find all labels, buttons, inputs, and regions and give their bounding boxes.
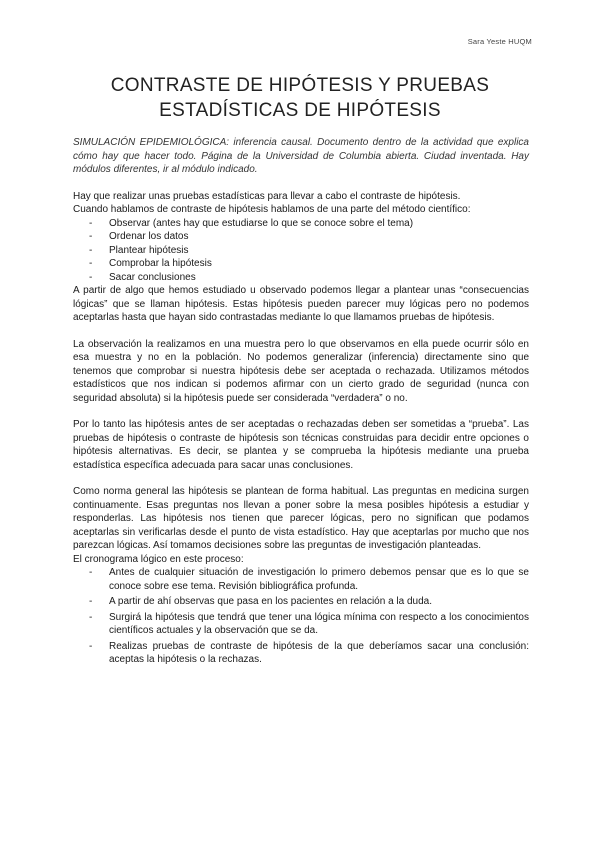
intro-label: SIMULACIÓN EPIDEMIOLÓGICA:	[73, 137, 230, 148]
list-item: - Surgirá la hipótesis que tendrá que tener una lógica mínima con respecto a los conocimientos científicos actuales y la observación que se da.	[73, 611, 529, 638]
list-item: - Ordenar los datos	[73, 230, 529, 244]
list-item: - Observar (antes hay que estudiarse lo que se conoce sobre el tema)	[73, 217, 529, 231]
section1-line2: Cuando hablamos de contraste de hipótesis hablamos de una parte del método científico:	[73, 204, 471, 215]
section1-after: A partir de algo que hemos estudiado u observado podemos llegar a plantear unas “consecuencias lógicas” que se llaman hipótesis. Estas hipótesis pueden parecer muy lógicas pero no podemos aceptarlas hasta que hayan sido contrastadas mediante lo que llamamos pruebas de hipótesis.	[73, 285, 529, 323]
list-item: - Realizas pruebas de contraste de hipótesis de la que deberíamos sacar una conclusión: aceptas la hipótesis o la rechazas.	[73, 640, 529, 667]
header-author: Sara Yeste HUQM	[467, 37, 532, 46]
intro-paragraph	[73, 136, 529, 177]
section1-line1: Hay que realizar unas pruebas estadísticas para llevar a cabo el contraste de hipótesis.	[73, 190, 461, 202]
list-item: - Comprobar la hipótesis	[73, 257, 529, 271]
chronogram-list	[73, 566, 529, 667]
paragraph-hypothesis-tests: Por lo tanto las hipótesis antes de ser aceptadas o rechazadas deben ser sometidas a “prueba”. Las pruebas de hipótesis o contraste de hipótesis son técnicas construidas para decidir entre opciones o hipótesis alternativas. Es decir, se plantea y se comprueba la hipótesis mediante una prueba estadística específica adecuada para sacar unas conclusiones.	[73, 419, 529, 471]
paragraph-observation: La observación la realizamos en una muestra pero lo que observamos en ella puede ocurrir sólo en esa muestra y no en la población. No podemos generalizar (inferencia) directamente sino que tenemos que comprobar si nuestra hipótesis debe ser aceptada o rechazada. Utilizamos métodos estadísticos que nos indican si podemos afirmar con un cierto grado de seguridad (nunca con seguridad absoluta) si la hipótesis puede ser considerada “verdadera” o no.	[73, 338, 529, 404]
page-title: CONTRASTE DE HIPÓTESIS Y PRUEBAS ESTADÍSTICAS DE HIPÓTESIS	[110, 75, 490, 121]
intro-text: inferencia causal. Documento dentro de la actividad que explica cómo hay que hacer todo. Página de la Universidad de Columbia abierta. Ciudad inventada. Hay módulos diferentes, ir al módulo indicado.	[73, 137, 529, 175]
list-item: - Sacar conclusiones	[73, 271, 529, 285]
list-item: - Antes de cualquier situación de investigación lo primero debemos pensar que es lo que se conoce sobre ese tema. Revisión bibliográfica profunda.	[73, 566, 529, 593]
list-item: - A partir de ahí observas que pasa en los pacientes en relación a la duda.	[73, 595, 529, 609]
list-item: - Plantear hipótesis	[73, 244, 529, 258]
chronogram-lead: El cronograma lógico en este proceso:	[73, 553, 244, 565]
paragraph-general-norm: Como norma general las hipótesis se plantean de forma habitual. Las preguntas en medicina surgen continuamente. Esas preguntas nos llevan a poner sobre la mesa posibles hipótesis a estudiar y responderlas. Las hipótesis nos tienen que parecer lógicas, pero no significan que podamos aceptarlas sin verificarlas desde el punto de vista estadístico. Hay que aceptarlas por mucho que nos parezcan lógicas. Así tomamos decisiones sobre las preguntas de investigación planteadas.	[73, 486, 529, 551]
method-steps-list	[73, 217, 529, 285]
document-body	[73, 136, 529, 669]
